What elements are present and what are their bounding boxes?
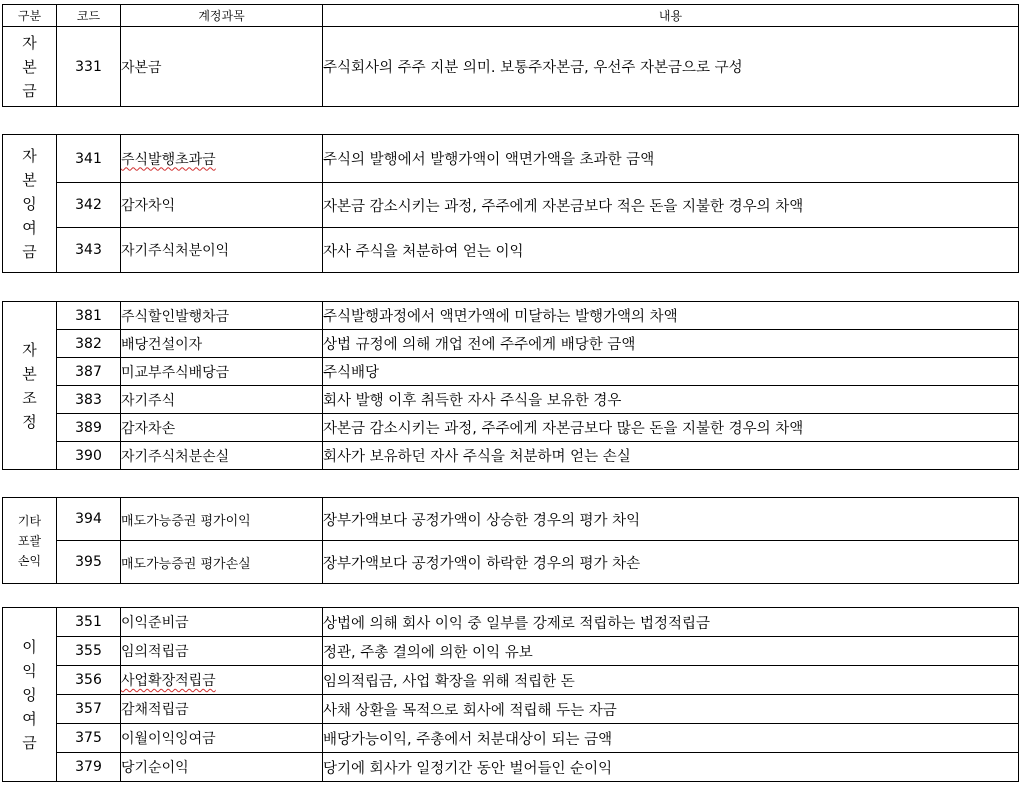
- account-description: 자본금 감소시키는 과정, 주주에게 자본금보다 많은 돈을 지불한 경우의 차액: [323, 414, 1019, 442]
- account-code: 356: [57, 666, 121, 695]
- account-description: 당기에 회사가 일정기간 동안 벌어들인 순이익: [323, 753, 1019, 782]
- table-capital: [2, 4, 1019, 107]
- header-account: 계정과목: [121, 5, 323, 27]
- account-description: 회사 발행 이후 취득한 자사 주식을 보유한 경우: [323, 386, 1019, 414]
- account-name: 매도가능증권 평가이익: [121, 498, 323, 541]
- table-row: [3, 228, 1019, 273]
- table-row: [3, 183, 1019, 228]
- account-description: 상법에 의해 회사 이익 중 일부를 강제로 적립하는 법정적립금: [323, 608, 1019, 637]
- account-description: 주식의 발행에서 발행가액이 액면가액을 초과한 금액: [323, 135, 1019, 183]
- account-name: 감채적립금: [121, 695, 323, 724]
- account-name: 자본금: [121, 27, 323, 107]
- table-row: [3, 666, 1019, 695]
- account-description: 자사 주식을 처분하여 얻는 이익: [323, 228, 1019, 273]
- table-capital-adjustment: [2, 301, 1019, 470]
- account-name: 배당건설이자: [121, 330, 323, 358]
- account-description: 장부가액보다 공정가액이 상승한 경우의 평가 차익: [323, 498, 1019, 541]
- account-description: 주식회사의 주주 지분 의미. 보통주자본금, 우선주 자본금으로 구성: [323, 27, 1019, 107]
- account-name: 자기주식처분이익: [121, 228, 323, 273]
- table-row: [3, 541, 1019, 584]
- account-name: 주식할인발행차금: [121, 302, 323, 330]
- group-label: 자 본 잉 여 금: [3, 135, 57, 273]
- account-description: 임의적립금, 사업 확장을 위해 적립한 돈: [323, 666, 1019, 695]
- table-row: [3, 302, 1019, 330]
- table-row: [3, 695, 1019, 724]
- table-row: [3, 753, 1019, 782]
- account-description: 배당가능이익, 주총에서 처분대상이 되는 금액: [323, 724, 1019, 753]
- account-code: 343: [57, 228, 121, 273]
- account-code: 379: [57, 753, 121, 782]
- account-name: 감자차익: [121, 183, 323, 228]
- account-description: 장부가액보다 공정가액이 하락한 경우의 평가 차손: [323, 541, 1019, 584]
- account-description: 회사가 보유하던 자사 주식을 처분하며 얻는 손실: [323, 442, 1019, 470]
- description-text: 주식발행과정에서 액면가액에 미달하는 발행가액의 차액: [323, 309, 678, 325]
- account-name: 이익준비금: [121, 608, 323, 637]
- account-name: 미교부주식배당금: [121, 358, 323, 386]
- group-label: 기타 포괄 손익: [3, 498, 57, 584]
- table-row: [3, 414, 1019, 442]
- account-code: 342: [57, 183, 121, 228]
- table-row: [3, 442, 1019, 470]
- account-description: 상법 규정에 의해 개업 전에 주주에게 배당한 금액: [323, 330, 1019, 358]
- account-description: 정관, 주총 결의에 의한 이익 유보: [323, 637, 1019, 666]
- account-name: 감자차손: [121, 414, 323, 442]
- group-label: 자 본 조 정: [3, 302, 57, 470]
- account-code: 383: [57, 386, 121, 414]
- account-description: 주식배당: [323, 358, 1019, 386]
- account-name: 임의적립금: [121, 637, 323, 666]
- account-name: 자기주식처분손실: [121, 442, 323, 470]
- account-name: 당기순이익: [121, 753, 323, 782]
- table-other-comprehensive-income: [2, 497, 1019, 584]
- group-label: 자 본 금: [3, 27, 57, 107]
- account-code: 389: [57, 414, 121, 442]
- account-code: 331: [57, 27, 121, 107]
- table-row: [3, 386, 1019, 414]
- table-row: [3, 637, 1019, 666]
- group-label: 이 익 잉 여 금: [3, 608, 57, 782]
- table-capital-surplus: [2, 134, 1019, 273]
- table-row: [3, 724, 1019, 753]
- account-code: 351: [57, 608, 121, 637]
- account-name: 매도가능증권 평가손실: [121, 541, 323, 584]
- table-row: [3, 498, 1019, 541]
- table-row: [3, 358, 1019, 386]
- header-code: 코드: [57, 5, 121, 27]
- table-row: [3, 608, 1019, 637]
- account-code: 387: [57, 358, 121, 386]
- account-code: 381: [57, 302, 121, 330]
- account-name: 주식발행초과금: [121, 135, 323, 183]
- table-row: [3, 135, 1019, 183]
- table-row: [3, 330, 1019, 358]
- account-code: 390: [57, 442, 121, 470]
- account-description: 자본금 감소시키는 과정, 주주에게 자본금보다 적은 돈을 지불한 경우의 차액: [323, 183, 1019, 228]
- account-code: 357: [57, 695, 121, 724]
- account-name: 이월이익잉여금: [121, 724, 323, 753]
- account-code: 382: [57, 330, 121, 358]
- header-description: 내용: [323, 5, 1019, 27]
- account-code: 355: [57, 637, 121, 666]
- account-code: 394: [57, 498, 121, 541]
- table-row: [3, 27, 1019, 107]
- table-header-row: [3, 5, 1019, 27]
- account-code: 375: [57, 724, 121, 753]
- header-category: 구분: [3, 5, 57, 27]
- account-description: [323, 302, 1019, 330]
- account-code: 395: [57, 541, 121, 584]
- account-code: 341: [57, 135, 121, 183]
- table-retained-earnings: [2, 607, 1019, 782]
- account-name: 자기주식: [121, 386, 323, 414]
- account-name: 사업확장적립금: [121, 666, 323, 695]
- account-description: 사채 상환을 목적으로 회사에 적립해 두는 자금: [323, 695, 1019, 724]
